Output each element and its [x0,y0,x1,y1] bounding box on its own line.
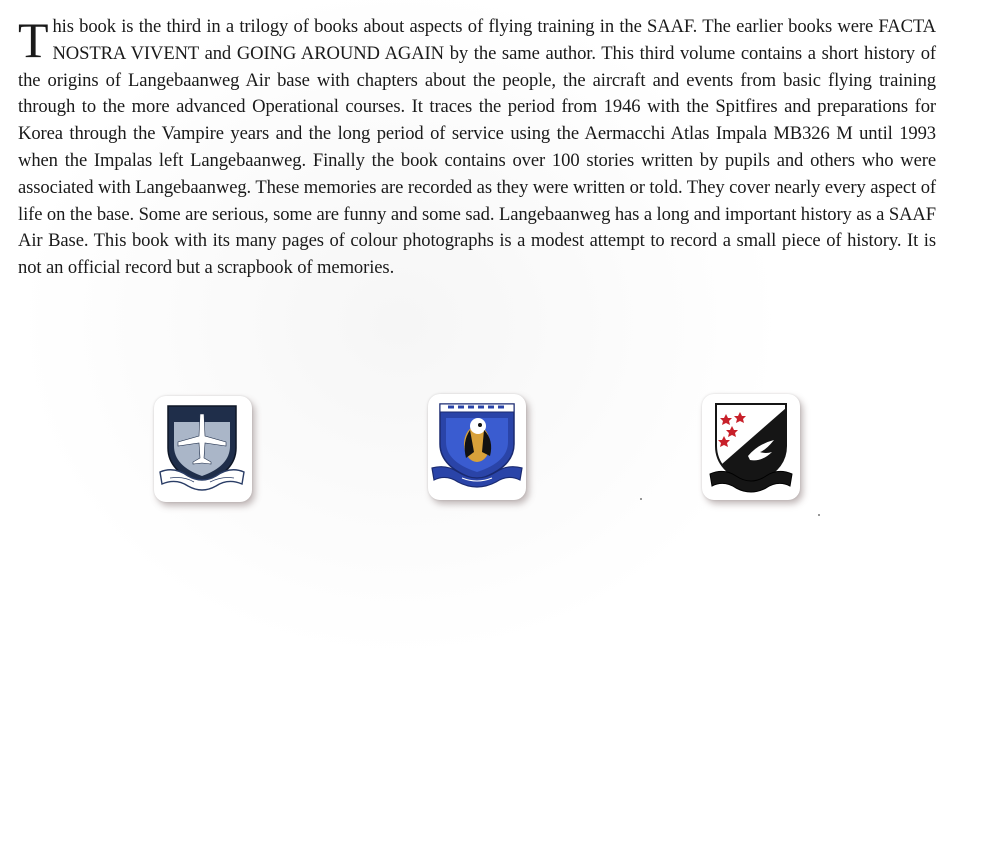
bird-crest-icon [428,394,526,500]
crest-card-aircraft [154,396,252,502]
squadron-crests-row [0,390,1000,520]
scan-speck [640,498,642,500]
scan-speck [818,514,820,516]
book-description-text: his book is the third in a trilogy of books about aspects of flying training in the SAAF. The earlier books were FACTA NOSTRA VIVENT and GOING AROUND AGAIN by the same author. This third volume contains a short history of the origins of Langebaanweg Air base with chapters about the people, the aircraft and events from basic flying training through to the more advanced Operational courses. It traces the period from 1946 with the Spitfires and preparations for Korea through the Vampire years and the long period of service using the Aermacchi Atlas Impala MB326 M until 1993 when the Impalas left Langebaanweg. Finally the book contains over 100 stories written by pupils and others who were associated with Langebaanweg. These memories are recorded as they were written or told. They cover nearly every aspect of life on the base. Some are serious, some are funny and some sad. Langebaanweg has a long and important history as a SAAF Air Base. This book with its many pages of colour photographs is a modest attempt to record a small piece of history. It is not an official record but a scrapbook of memories. [18,16,936,279]
crest-card-bird [428,394,526,500]
drop-cap-letter: T [18,12,49,68]
crest-card-stars-bird [702,394,800,500]
book-description-paragraph [18,14,936,282]
aircraft-crest-icon [154,396,252,502]
stars-bird-crest-icon [702,394,800,500]
